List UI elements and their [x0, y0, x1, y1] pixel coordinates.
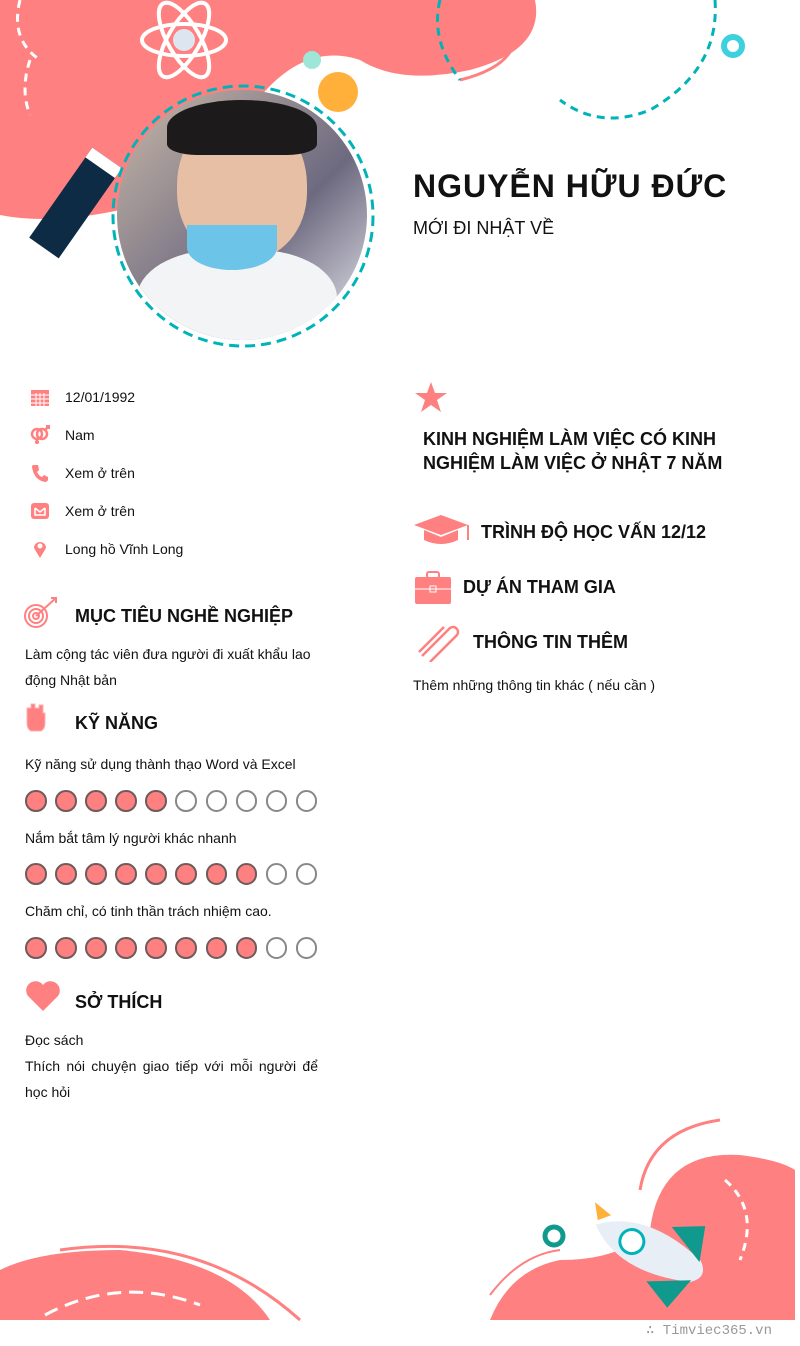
rating-dot-filled [145, 863, 167, 885]
phone-icon [30, 463, 50, 483]
candidate-name: NGUYỄN HỮU ĐỨC [413, 168, 728, 204]
skill-label: Kỹ năng sử dụng thành thạo Word và Excel [25, 756, 296, 772]
gender-icon [30, 425, 50, 445]
projects-title: DỰ ÁN THAM GIA [463, 577, 616, 597]
education-title: TRÌNH ĐỘ HỌC VẤN 12/12 [481, 522, 707, 542]
location-icon [30, 539, 50, 559]
rating-dot-filled [25, 937, 47, 959]
hobbies-title: SỞ THÍCH [75, 992, 163, 1012]
rating-dot-empty [175, 790, 197, 812]
dob-value: 12/01/1992 [65, 389, 136, 405]
rating-dot-filled [115, 937, 137, 959]
phone-value: Xem ở trên [65, 465, 135, 481]
contact-phone [30, 463, 135, 483]
hobby-item: Đọc sách [25, 1032, 84, 1048]
heart-icon [25, 980, 61, 1012]
rating-dot-empty [296, 863, 318, 885]
rating-dot-empty [266, 937, 288, 959]
email-icon [30, 501, 50, 521]
rating-dot-filled [55, 790, 77, 812]
skill-rating [25, 790, 317, 812]
calendar-icon [30, 387, 50, 407]
star-icon [414, 381, 448, 414]
hand-icon [25, 702, 47, 734]
extra-text: Thêm những thông tin khác ( nếu cần ) [413, 677, 656, 693]
rating-dot-filled [145, 937, 167, 959]
experience-title: KINH NGHIỆM LÀM VIỆC CÓ KINH NGHIỆM LÀM VIỆC Ở NHẬT 7 NĂM [423, 429, 723, 473]
hobby-item: Thích nói chuyện giao tiếp với mỗi người để học hỏi [25, 1058, 318, 1100]
rating-dot-empty [206, 790, 228, 812]
rating-dot-empty [296, 937, 318, 959]
rating-dot-filled [206, 863, 228, 885]
rating-dot-empty [236, 790, 258, 812]
gender-value: Nam [65, 427, 95, 443]
skill-label: Chăm chỉ, có tinh thần trách nhiệm cao. [25, 903, 272, 919]
target-icon [24, 596, 58, 630]
rating-dot-filled [85, 790, 107, 812]
footer-decoration [0, 1110, 800, 1322]
briefcase-icon [415, 571, 451, 604]
skill-rating [25, 863, 317, 885]
rating-dot-filled [55, 863, 77, 885]
rating-dot-filled [55, 937, 77, 959]
rating-dot-filled [25, 863, 47, 885]
rating-dot-filled [145, 790, 167, 812]
watermark: ∴ Timviec365.vn [645, 1323, 772, 1339]
contact-dob [30, 387, 135, 407]
address-value: Long hồ Vĩnh Long [65, 541, 184, 557]
rating-dot-filled [206, 937, 228, 959]
objective-text: Làm cộng tác viên đưa người đi xuất khẩu lao động Nhật bản [25, 646, 311, 688]
rating-dot-filled [115, 863, 137, 885]
skill-rating [25, 937, 317, 959]
lightbulb-icon [303, 51, 358, 112]
rating-dot-empty [266, 790, 288, 812]
rating-dot-filled [236, 937, 258, 959]
graduation-cap-icon [414, 515, 470, 547]
rating-dot-empty [266, 863, 288, 885]
skill-label: Nắm bắt tâm lý người khác nhanh [25, 830, 237, 846]
skills-title: KỸ NĂNG [75, 713, 159, 733]
extra-title: THÔNG TIN THÊM [473, 632, 628, 652]
rating-dot-filled [25, 790, 47, 812]
rating-dot-filled [85, 863, 107, 885]
rating-dot-filled [115, 790, 137, 812]
contact-email [30, 501, 135, 521]
contact-gender [30, 425, 95, 445]
rating-dot-filled [175, 937, 197, 959]
paperclip-icon [416, 622, 460, 662]
candidate-subtitle: MỚI ĐI NHẬT VỀ [413, 218, 555, 238]
rating-dot-filled [175, 863, 197, 885]
email-value: Xem ở trên [65, 503, 135, 519]
objective-title: MỤC TIÊU NGHỀ NGHIỆP [75, 606, 294, 626]
rating-dot-empty [296, 790, 318, 812]
rating-dot-filled [236, 863, 258, 885]
rating-dot-filled [85, 937, 107, 959]
avatar [117, 90, 367, 340]
contact-address [30, 539, 183, 559]
